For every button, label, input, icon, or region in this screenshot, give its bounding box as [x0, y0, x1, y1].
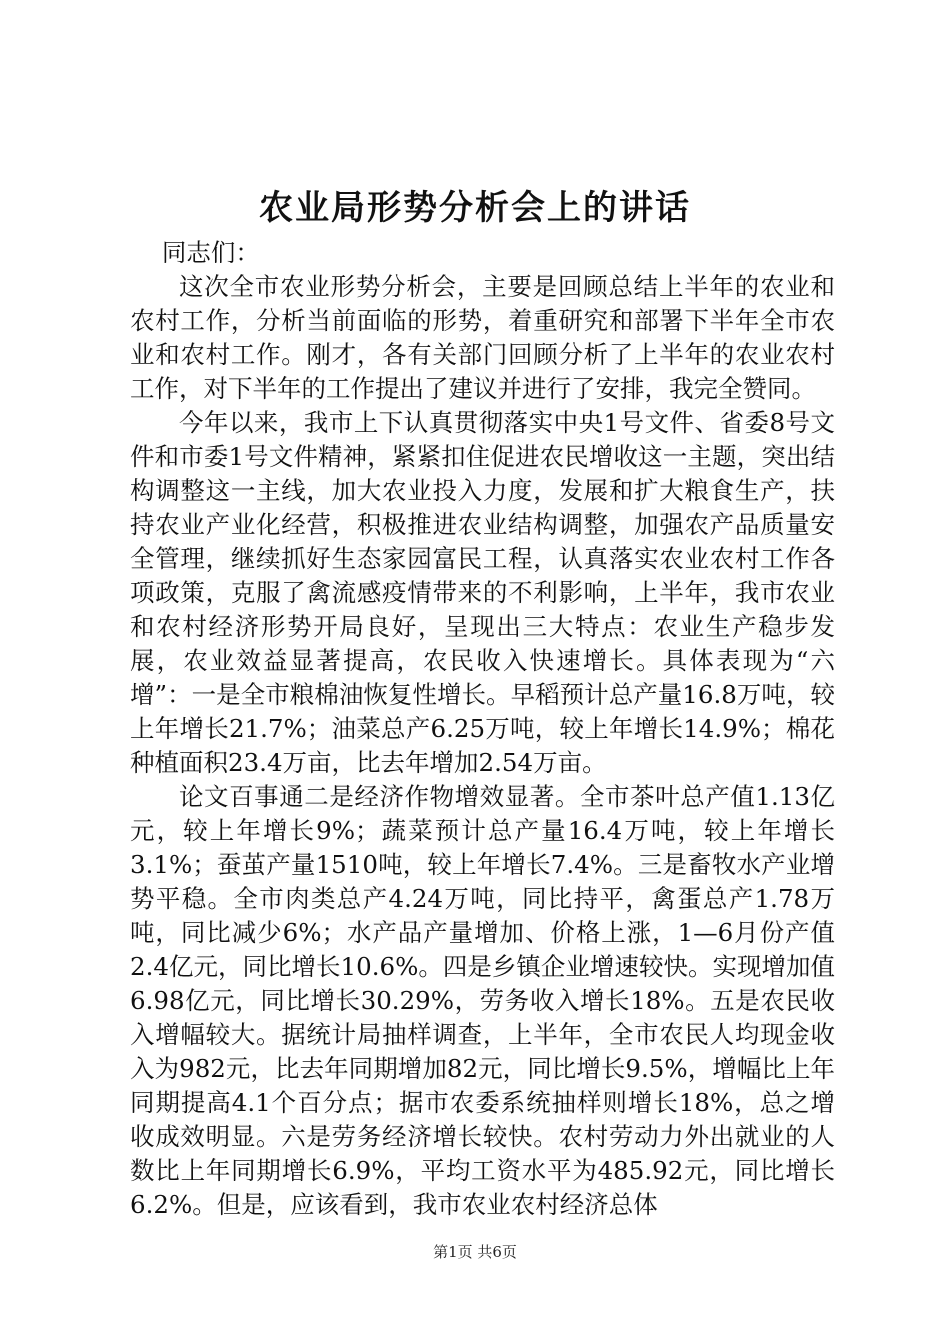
document-title: 农业局形势分析会上的讲话 [259, 188, 691, 228]
paragraph-1: 这次全市农业形势分析会，主要是回顾总结上半年的农业和农村工作，分析当前面临的形势，着重研究和部署下半年全市农业和农村工作。刚才，各有关部门回顾分析了上半年的农业农村工作，对下半年的工作提出了建议并进行了安排，我完全赞同。 [130, 272, 835, 403]
greeting: 同志们： [161, 238, 260, 267]
document-body [130, 236, 835, 1222]
page-footer: 第1页 共6页 [433, 1243, 517, 1261]
paragraph-3: 论文百事通二是经济作物增效显著。全市茶叶总产值1.13亿元，较上年增长9%；蔬菜预计总产量16.4万吨，较上年增长3.1%；蚕茧产量1510吨，较上年增长7.4%。三是畜牧水产业增势平稳。全市肉类总产4.24万吨，同比持平，禽蛋总产1.78万吨，同比减少6%；水产品产量增加、价格上涨，1—6月份产值2.4亿元，同比增长10.6%。四是乡镇企业增速较快。实现增加值6.98亿元，同比增长30.29%，劳务收入增长18%。五是农民收入增幅较大。据统计局抽样调查，上半年，全市农民人均现金收入为982元，比去年同期增加82元，同比增长9.5%，增幅比上年同期提高4.1个百分点；据市农委系统抽样则增长18%，总之增收成效明显。六是劳务经济增长较快。农村劳动力外出就业的人数比上年同期增长6.9%，平均工资水平为485.92元，同比增长6.2%。但是，应该看到，我市农业农村经济总体 [130, 782, 835, 1219]
paragraph-2: 今年以来，我市上下认真贯彻落实中央1号文件、省委8号文件和市委1号文件精神，紧紧扣住促进农民增收这一主题，突出结构调整这一主线，加大农业投入力度，发展和扩大粮食生产，扶持农业产业化经营，积极推进农业结构调整，加强农产品质量安全管理，继续抓好生态家园富民工程，认真落实农业农村工作各项政策，克服了禽流感疫情带来的不利影响，上半年，我市农业和农村经济形势开局良好，呈现出三大特点：农业生产稳步发展，农业效益显著提高，农民收入快速增长。具体表现为“六增”：一是全市粮棉油恢复性增长。早稻预计总产量16.8万吨，较上年增长21.7%；油菜总产6.25万吨，较上年增长14.9%；棉花种植面积23.4万亩，比去年增加2.54万亩。 [130, 408, 835, 777]
